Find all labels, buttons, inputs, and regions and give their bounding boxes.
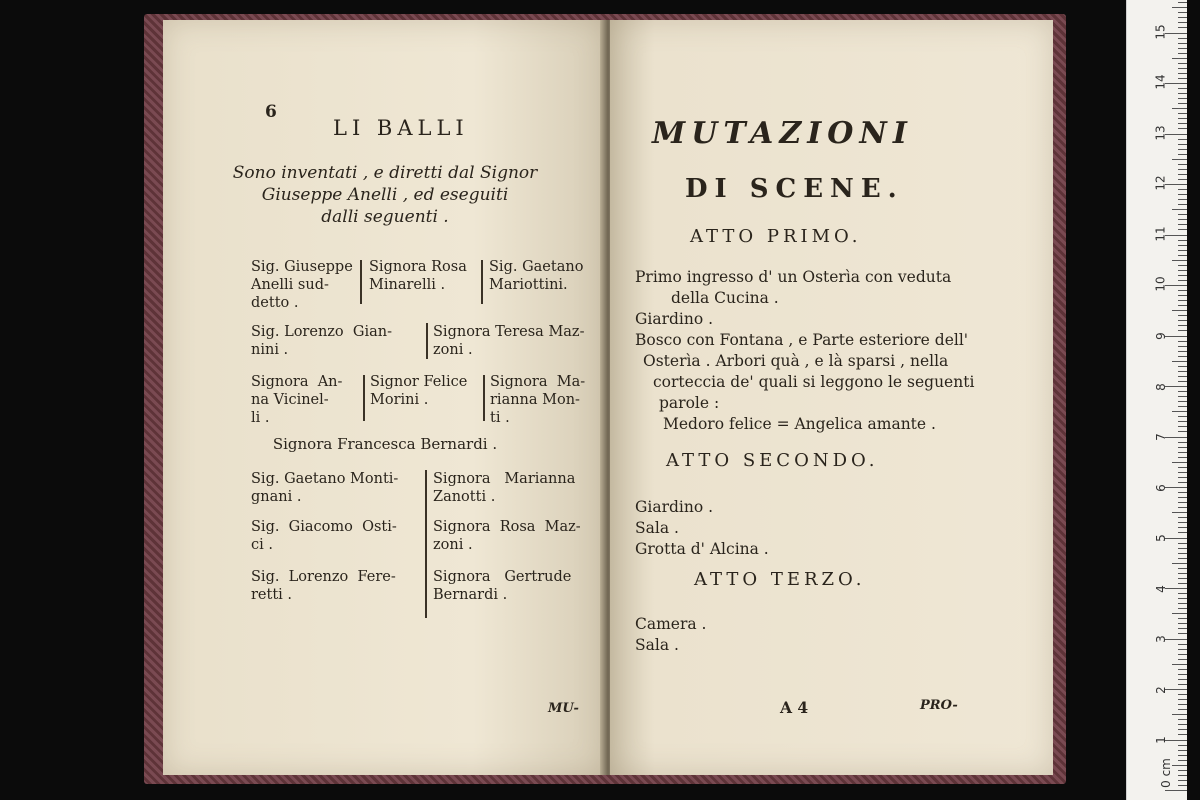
ruler-tick <box>1178 497 1187 498</box>
ruler-tick <box>1178 330 1187 331</box>
dancer-cell: Signora Gertrude Bernardi . <box>433 569 572 603</box>
dancer-cell: Signora An- na Vicinel- li . <box>251 374 343 426</box>
ruler-tick <box>1178 78 1187 79</box>
ruler-tick <box>1172 512 1187 513</box>
ruler-tick <box>1178 139 1187 140</box>
ruler-tick <box>1178 573 1187 574</box>
ruler-tick <box>1178 558 1187 559</box>
ruler-tick <box>1178 603 1187 604</box>
intro-line: dalli seguenti . <box>321 207 449 227</box>
ruler-number: 1 <box>1153 736 1168 744</box>
ruler-tick <box>1178 729 1187 730</box>
ruler-tick <box>1178 649 1187 650</box>
ruler-tick <box>1178 366 1187 367</box>
catchword: PRO- <box>920 698 958 713</box>
dancer-cell: Sig. Lorenzo Gian- nini . <box>251 324 392 358</box>
ruler-tick <box>1178 674 1187 675</box>
ruler-tick <box>1178 452 1187 453</box>
ruler-tick <box>1165 437 1187 438</box>
ruler-tick <box>1178 633 1187 634</box>
act-heading: ATTO TERZO. <box>694 569 866 590</box>
ruler-tick <box>1172 765 1187 766</box>
ruler-tick <box>1172 563 1187 564</box>
ruler-tick <box>1178 113 1187 114</box>
ruler-number: 11 <box>1153 226 1168 242</box>
ruler-tick <box>1178 431 1187 432</box>
ruler-tick <box>1178 694 1187 695</box>
ruler-tick <box>1178 154 1187 155</box>
dancer-cell: Sig. Giuseppe Anelli sud- detto . <box>251 259 353 311</box>
ruler-tick <box>1178 88 1187 89</box>
ruler-tick <box>1165 588 1187 589</box>
ruler-tick <box>1178 568 1187 569</box>
ruler-tick <box>1165 639 1187 640</box>
ruler-tick <box>1178 583 1187 584</box>
ruler-tick <box>1178 38 1187 39</box>
ruler-tick <box>1178 356 1187 357</box>
ruler-tick <box>1178 229 1187 230</box>
ruler-tick <box>1165 487 1187 488</box>
ruler-tick <box>1178 174 1187 175</box>
intro-line: Sono inventati , e diretti dal Signor <box>232 163 538 183</box>
ruler-tick <box>1178 457 1187 458</box>
scene-item: Primo ingresso d' un Osterìa con veduta <box>635 268 952 286</box>
scene-item: Sala . <box>635 519 679 537</box>
ruler-tick <box>1178 734 1187 735</box>
ruler-tick <box>1178 644 1187 645</box>
scene-item: Giardino . <box>635 310 714 328</box>
ruler-number: 8 <box>1153 383 1168 391</box>
ruler-tick <box>1178 371 1187 372</box>
ruler-tick <box>1178 699 1187 700</box>
ruler-tick <box>1178 492 1187 493</box>
ruler-tick <box>1178 376 1187 377</box>
page-title: MUTAZIONI <box>652 116 913 151</box>
ruler-tick <box>1178 724 1187 725</box>
ruler-tick <box>1178 391 1187 392</box>
intro-text <box>165 162 605 228</box>
ruler-tick <box>1178 760 1187 761</box>
ruler-tick <box>1178 507 1187 508</box>
ruler-number: 15 <box>1153 24 1168 40</box>
ruler-tick <box>1172 159 1187 160</box>
scene-item: Camera . <box>635 615 707 633</box>
ruler-tick <box>1178 527 1187 528</box>
ruler-tick <box>1178 214 1187 215</box>
ruler-tick <box>1178 351 1187 352</box>
ruler-tick <box>1178 255 1187 256</box>
measuring-ruler <box>1126 0 1187 800</box>
dancer-cell: Sig. Gaetano Monti- gnani . <box>251 471 399 505</box>
scene-list <box>635 497 769 560</box>
ruler-tick <box>1172 714 1187 715</box>
ruler-tick <box>1178 27 1187 28</box>
ruler-tick <box>1165 740 1187 741</box>
ruler-number: 4 <box>1153 585 1168 593</box>
ruler-tick <box>1178 517 1187 518</box>
ruler-tick <box>1178 265 1187 266</box>
ruler-tick <box>1178 290 1187 291</box>
ruler-tick <box>1178 709 1187 710</box>
ruler-tick <box>1178 684 1187 685</box>
ruler-tick <box>1178 275 1187 276</box>
ruler-tick <box>1178 477 1187 478</box>
ruler-tick <box>1178 421 1187 422</box>
featured-dancer: Signora Francesca Bernardi . <box>272 435 498 453</box>
ruler-tick <box>1178 128 1187 129</box>
ruler-tick <box>1178 618 1187 619</box>
dancer-cell: Signora Teresa Maz- zoni . <box>433 324 585 358</box>
ruler-tick <box>1178 149 1187 150</box>
column-rule <box>425 470 427 618</box>
ruler-tick <box>1178 199 1187 200</box>
ruler-tick <box>1178 654 1187 655</box>
scene-item: Giardino . <box>635 498 714 516</box>
ruler-tick <box>1165 336 1187 337</box>
dancer-cell: Sig. Giacomo Osti- ci . <box>251 519 397 553</box>
ruler-tick <box>1178 280 1187 281</box>
ruler-tick <box>1178 719 1187 720</box>
ruler-tick <box>1165 33 1187 34</box>
dancer-cell: Signora Marianna Zanotti . <box>433 471 576 505</box>
ruler-number: 5 <box>1153 534 1168 542</box>
ruler-tick <box>1178 320 1187 321</box>
ruler-tick <box>1178 43 1187 44</box>
ruler-tick <box>1172 310 1187 311</box>
ruler-tick <box>1178 775 1187 776</box>
ruler-tick <box>1178 704 1187 705</box>
ruler-tick <box>1172 361 1187 362</box>
ruler-tick <box>1178 118 1187 119</box>
ruler-tick <box>1178 270 1187 271</box>
ruler-number: 9 <box>1153 332 1168 340</box>
ruler-tick <box>1178 295 1187 296</box>
page-title: LI BALLI <box>333 116 469 140</box>
ruler-tick <box>1178 532 1187 533</box>
ruler-tick <box>1178 770 1187 771</box>
ruler-tick <box>1178 2 1187 3</box>
scene-item: Osterìa . Arbori quà , e là sparsi , nella <box>643 352 949 370</box>
act-heading: ATTO PRIMO. <box>690 226 862 247</box>
column-rule <box>426 323 428 359</box>
ruler-tick <box>1178 204 1187 205</box>
ruler-tick <box>1178 189 1187 190</box>
ruler-tick <box>1178 250 1187 251</box>
ruler-tick <box>1178 543 1187 544</box>
ruler-tick <box>1178 467 1187 468</box>
ruler-tick <box>1172 209 1187 210</box>
ruler-number: 12 <box>1153 175 1168 191</box>
ruler-tick <box>1178 578 1187 579</box>
ruler-tick <box>1178 750 1187 751</box>
ruler-tick <box>1178 219 1187 220</box>
catchword: MU- <box>548 701 579 716</box>
ruler-tick <box>1178 240 1187 241</box>
ruler-tick <box>1178 300 1187 301</box>
ruler-tick <box>1165 83 1187 84</box>
ruler-tick <box>1178 68 1187 69</box>
ruler-tick <box>1178 144 1187 145</box>
ruler-tick <box>1178 447 1187 448</box>
page-number: 6 <box>265 102 277 122</box>
right-page <box>610 20 1053 775</box>
ruler-number: 13 <box>1153 125 1168 141</box>
ruler-tick <box>1178 623 1187 624</box>
dancer-cell: Signora Rosa Maz- zoni . <box>433 519 581 553</box>
ruler-tick <box>1178 745 1187 746</box>
page-subtitle: DI SCENE. <box>685 174 904 204</box>
ruler-tick <box>1178 548 1187 549</box>
ruler-tick <box>1178 608 1187 609</box>
ruler-tick <box>1178 315 1187 316</box>
ruler-tick <box>1178 98 1187 99</box>
ruler-number: 7 <box>1153 433 1168 441</box>
ruler-tick <box>1178 406 1187 407</box>
ruler-tick <box>1178 659 1187 660</box>
ruler-tick <box>1165 790 1187 791</box>
ruler-tick <box>1178 472 1187 473</box>
ruler-number: 14 <box>1153 74 1168 90</box>
ruler-tick <box>1178 598 1187 599</box>
ruler-tick <box>1178 169 1187 170</box>
ruler-number: 3 <box>1153 635 1168 643</box>
ruler-tick <box>1178 416 1187 417</box>
ruler-tick <box>1178 93 1187 94</box>
ruler-tick <box>1178 48 1187 49</box>
ruler-tick <box>1178 442 1187 443</box>
column-rule <box>481 260 483 304</box>
dancer-cell: Signor Felice Morini . <box>370 374 468 408</box>
ruler-tick <box>1178 325 1187 326</box>
ruler-tick <box>1178 341 1187 342</box>
ruler-tick <box>1178 53 1187 54</box>
ruler-tick <box>1172 664 1187 665</box>
ruler-tick <box>1178 22 1187 23</box>
ruler-tick <box>1178 553 1187 554</box>
ruler-tick <box>1178 522 1187 523</box>
ruler-tick <box>1178 346 1187 347</box>
dancer-cell: Sig. Gaetano Mariottini. <box>489 259 584 293</box>
ruler-tick <box>1172 462 1187 463</box>
ruler-tick <box>1178 17 1187 18</box>
scene-list <box>635 267 974 435</box>
ruler-tick <box>1178 164 1187 165</box>
scene-item: Bosco con Fontana , e Parte esteriore dell' <box>635 331 969 349</box>
ruler-tick <box>1178 245 1187 246</box>
ruler-tick <box>1178 401 1187 402</box>
ruler-tick <box>1178 103 1187 104</box>
ruler-tick <box>1178 669 1187 670</box>
ruler-tick <box>1178 305 1187 306</box>
ruler-tick <box>1165 184 1187 185</box>
signature-mark: A 4 <box>780 698 809 717</box>
ruler-tick <box>1165 134 1187 135</box>
ruler-tick <box>1178 12 1187 13</box>
scene-item: della Cucina . <box>671 289 779 307</box>
dancer-cell: Signora Rosa Minarelli . <box>369 259 467 293</box>
column-rule <box>483 375 485 421</box>
act-heading: ATTO SECONDO. <box>666 450 879 471</box>
ruler-number: 2 <box>1153 686 1168 694</box>
ruler-tick <box>1165 689 1187 690</box>
ruler-tick <box>1178 396 1187 397</box>
ruler-tick <box>1178 194 1187 195</box>
scene-list <box>635 614 706 656</box>
scene-item: Grotta d' Alcina . <box>635 540 769 558</box>
scene-item: parole : <box>659 394 720 412</box>
ruler-tick <box>1172 58 1187 59</box>
ruler-tick <box>1178 63 1187 64</box>
ruler-tick <box>1172 7 1187 8</box>
intro-line: Giuseppe Anelli , ed eseguiti <box>261 185 509 205</box>
ruler-number: 10 <box>1153 276 1168 292</box>
ruler-tick <box>1178 482 1187 483</box>
ruler-tick <box>1178 755 1187 756</box>
ruler-tick <box>1165 285 1187 286</box>
ruler-tick <box>1165 386 1187 387</box>
dancer-cell: Signora Ma- rianna Mon- ti . <box>490 374 586 426</box>
ruler-tick <box>1165 538 1187 539</box>
left-page <box>163 20 606 775</box>
ruler-number: 6 <box>1153 484 1168 492</box>
ruler-tick <box>1178 179 1187 180</box>
ruler-tick <box>1178 679 1187 680</box>
ruler-tick <box>1178 780 1187 781</box>
ruler-tick <box>1172 411 1187 412</box>
ruler-tick <box>1178 502 1187 503</box>
column-rule <box>360 260 362 304</box>
ruler-tick <box>1178 628 1187 629</box>
ruler-tick <box>1178 593 1187 594</box>
ruler-tick <box>1178 123 1187 124</box>
column-rule <box>363 375 365 421</box>
ruler-tick <box>1178 73 1187 74</box>
scene-item: Sala . <box>635 636 679 654</box>
ruler-unit-label: 0 cm <box>1158 758 1173 788</box>
scene-item: Medoro felice = Angelica amante . <box>663 415 936 433</box>
ruler-tick <box>1178 785 1187 786</box>
scene-item: corteccia de' quali si leggono le seguenti <box>653 373 975 391</box>
dancer-cell: Sig. Lorenzo Fere- retti . <box>251 569 396 603</box>
ruler-tick <box>1165 235 1187 236</box>
ruler-tick <box>1178 224 1187 225</box>
ruler-tick <box>1172 613 1187 614</box>
ruler-tick <box>1172 108 1187 109</box>
ruler-tick <box>1178 381 1187 382</box>
ruler-tick <box>1172 260 1187 261</box>
ruler-tick <box>1178 426 1187 427</box>
